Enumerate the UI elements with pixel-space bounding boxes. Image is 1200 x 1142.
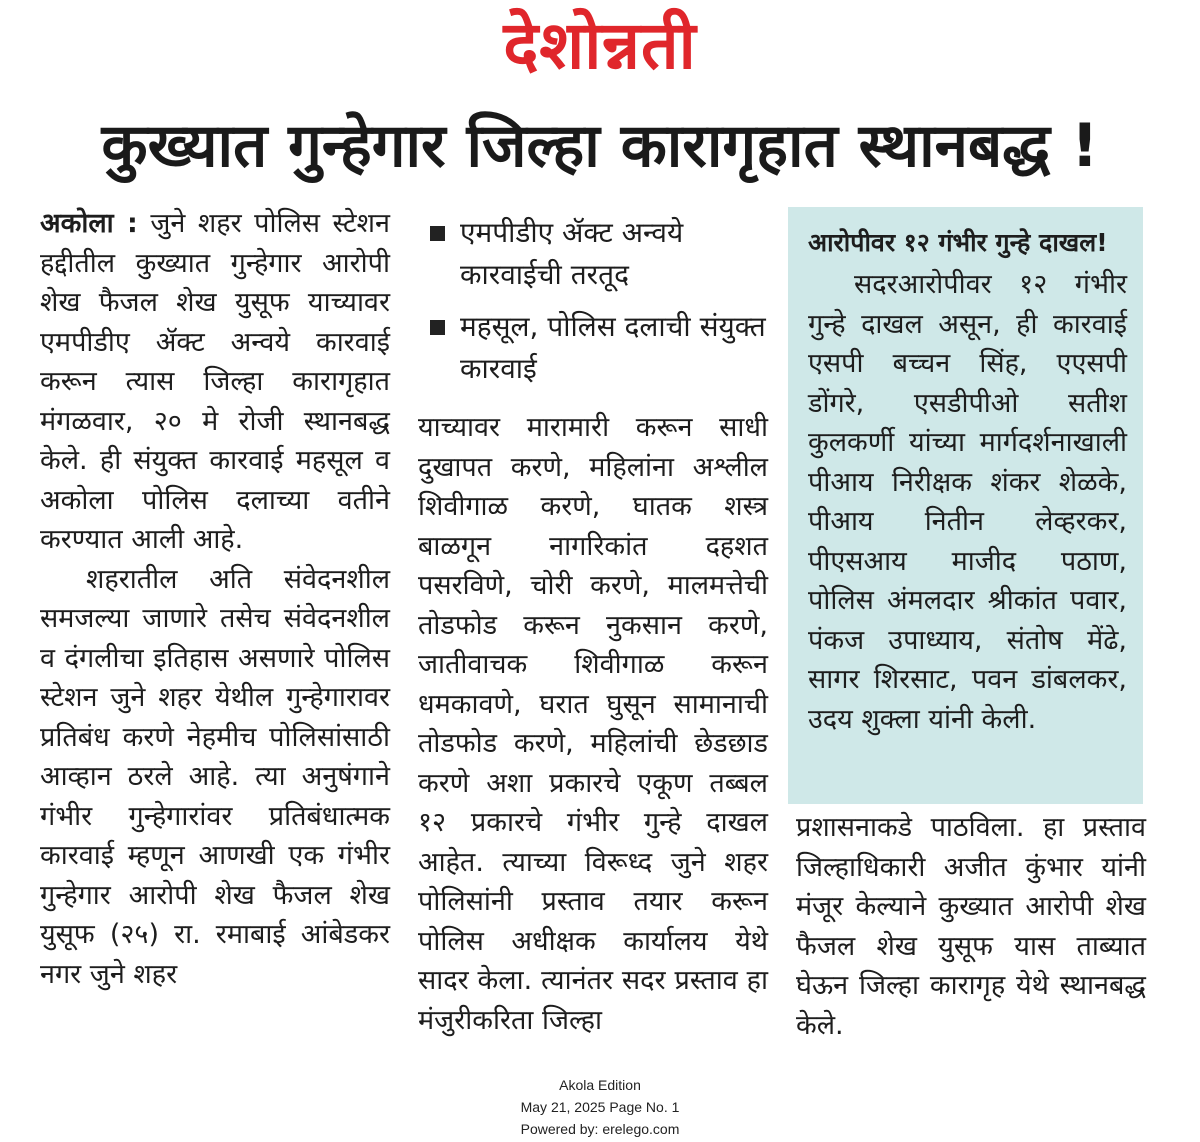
highlight-text: एमपीडीए ॲक्ट अन्वये कारवाईची तरतूद bbox=[460, 216, 684, 291]
powered-by-label: Powered by: erelego.com bbox=[520, 1121, 680, 1137]
sidebar-text: सदरआरोपीवर १२ गंभीर गुन्हे दाखल असून, ही कारवाई एसपी बच्चन सिंह, एएसपी डोंगरे, एसडीपीओ सतीश कुलकर्णी यांच्या मार्गदर्शनाखाली पीआय निरीक्षक शंकर शेळके, पीआय नितीन लेव्हरकर, पीएसआय माजीद पठाण, पोलिस अंमलदार श्रीकांत पवार, पंकज उपाध्याय, संतोष मेंढे, सागर शिरसाट, पवन डांबलकर, उदय शुक्ला यांनी केली. bbox=[808, 269, 1127, 735]
body-paragraph: प्रशासनाकडे पाठविला. हा प्रस्ताव जिल्हाधिकारी अजीत कुंभार यांनी मंजूर केल्याने कुख्यात आरोपी शेख फैजल शेख युसूफ यास ताब्यात घेऊन जिल्हा कारागृह येथे स्थानबद्ध केले. bbox=[796, 812, 1146, 1041]
sidebar-heading: आरोपीवर १२ गंभीर गुन्हे दाखल! bbox=[808, 228, 1108, 257]
highlight-text: महसूल, पोलिस दलाची संयुक्त कारवाई bbox=[460, 310, 766, 385]
article-column-1 bbox=[40, 204, 390, 994]
dateline: अकोला : bbox=[40, 208, 138, 239]
article-headline: कुख्यात गुन्हेगार जिल्हा कारागृहात स्थानबद्ध ! bbox=[101, 111, 1099, 181]
edition-label: Akola Edition bbox=[559, 1077, 641, 1093]
highlights-list bbox=[430, 212, 770, 400]
square-bullet-icon bbox=[430, 320, 445, 335]
article-column-2 bbox=[418, 408, 768, 1040]
article-column-3 bbox=[796, 808, 1146, 1045]
highlight-item bbox=[430, 306, 770, 390]
body-paragraph: शहरातील अति संवेदनशील समजल्या जाणारे तसेच संवेदनशील व दंगलीचा इतिहास असणारे पोलिस स्टेशन जुने शहर येथील गुन्हेगारावर प्रतिबंध करणे नेहमीच पोलिसांसाठी आव्हान ठरले आहे. त्या अनुषंगाने गंभीर गुन्हेगारांवर प्रतिबंधात्मक कारवाई म्हणून आणखी एक गंभीर गुन्हेगार आरोपी शेख फैजल शेख युसूफ (२५) रा. रमाबाई आंबेडकर नगर जुने शहर bbox=[40, 563, 390, 990]
lead-paragraph bbox=[40, 204, 390, 560]
page-footer bbox=[0, 1074, 1200, 1140]
date-page-label: May 21, 2025 Page No. 1 bbox=[520, 1099, 680, 1115]
highlight-item bbox=[430, 212, 770, 296]
sidebar-box bbox=[788, 207, 1143, 804]
masthead-title: देशोन्नती bbox=[503, 7, 697, 84]
body-paragraph: याच्यावर मारामारी करून साधी दुखापत करणे, महिलांना अश्लील शिवीगाळ करणे, घातक शस्त्र बाळगून नागरिकांत दहशत पसरविणे, चोरी करणे, मालमत्तेची तोडफोड करून नुकसान करणे, जातीवाचक शिवीगाळ करून धमकावणे, घरात घुसून सामानाची तोडफोड करणे, महिलांची छेडछाड करणे अशा प्रकारचे एकूण तब्बल १२ प्रकारचे गंभीर गुन्हे दाखल आहेत. त्याच्या विरूध्द जुने शहर पोलिसांनी प्रस्ताव तयार करून पोलिस अधीक्षक कार्यालय येथे सादर केला. त्यानंतर सदर प्रस्ताव हा मंजुरीकरिता जिल्हा bbox=[418, 412, 768, 1036]
lead-paragraph-text: जुने शहर पोलिस स्टेशन हद्दीतील कुख्यात गुन्हेगार आरोपी शेख फैजल शेख युसूफ याच्यावर एमपीडीए ॲक्ट अन्वये कारवाई करून त्यास जिल्हा कारागृहात मंगळवार, २० मे रोजी स्थानबद्ध केले. ही संयुक्त कारवाई महसूल व अकोला पोलिस दलाच्या वतीने करण्यात आली आहे. bbox=[40, 208, 390, 555]
newspaper-masthead bbox=[0, 0, 1200, 92]
square-bullet-icon bbox=[430, 226, 445, 241]
headline-block bbox=[0, 96, 1200, 196]
